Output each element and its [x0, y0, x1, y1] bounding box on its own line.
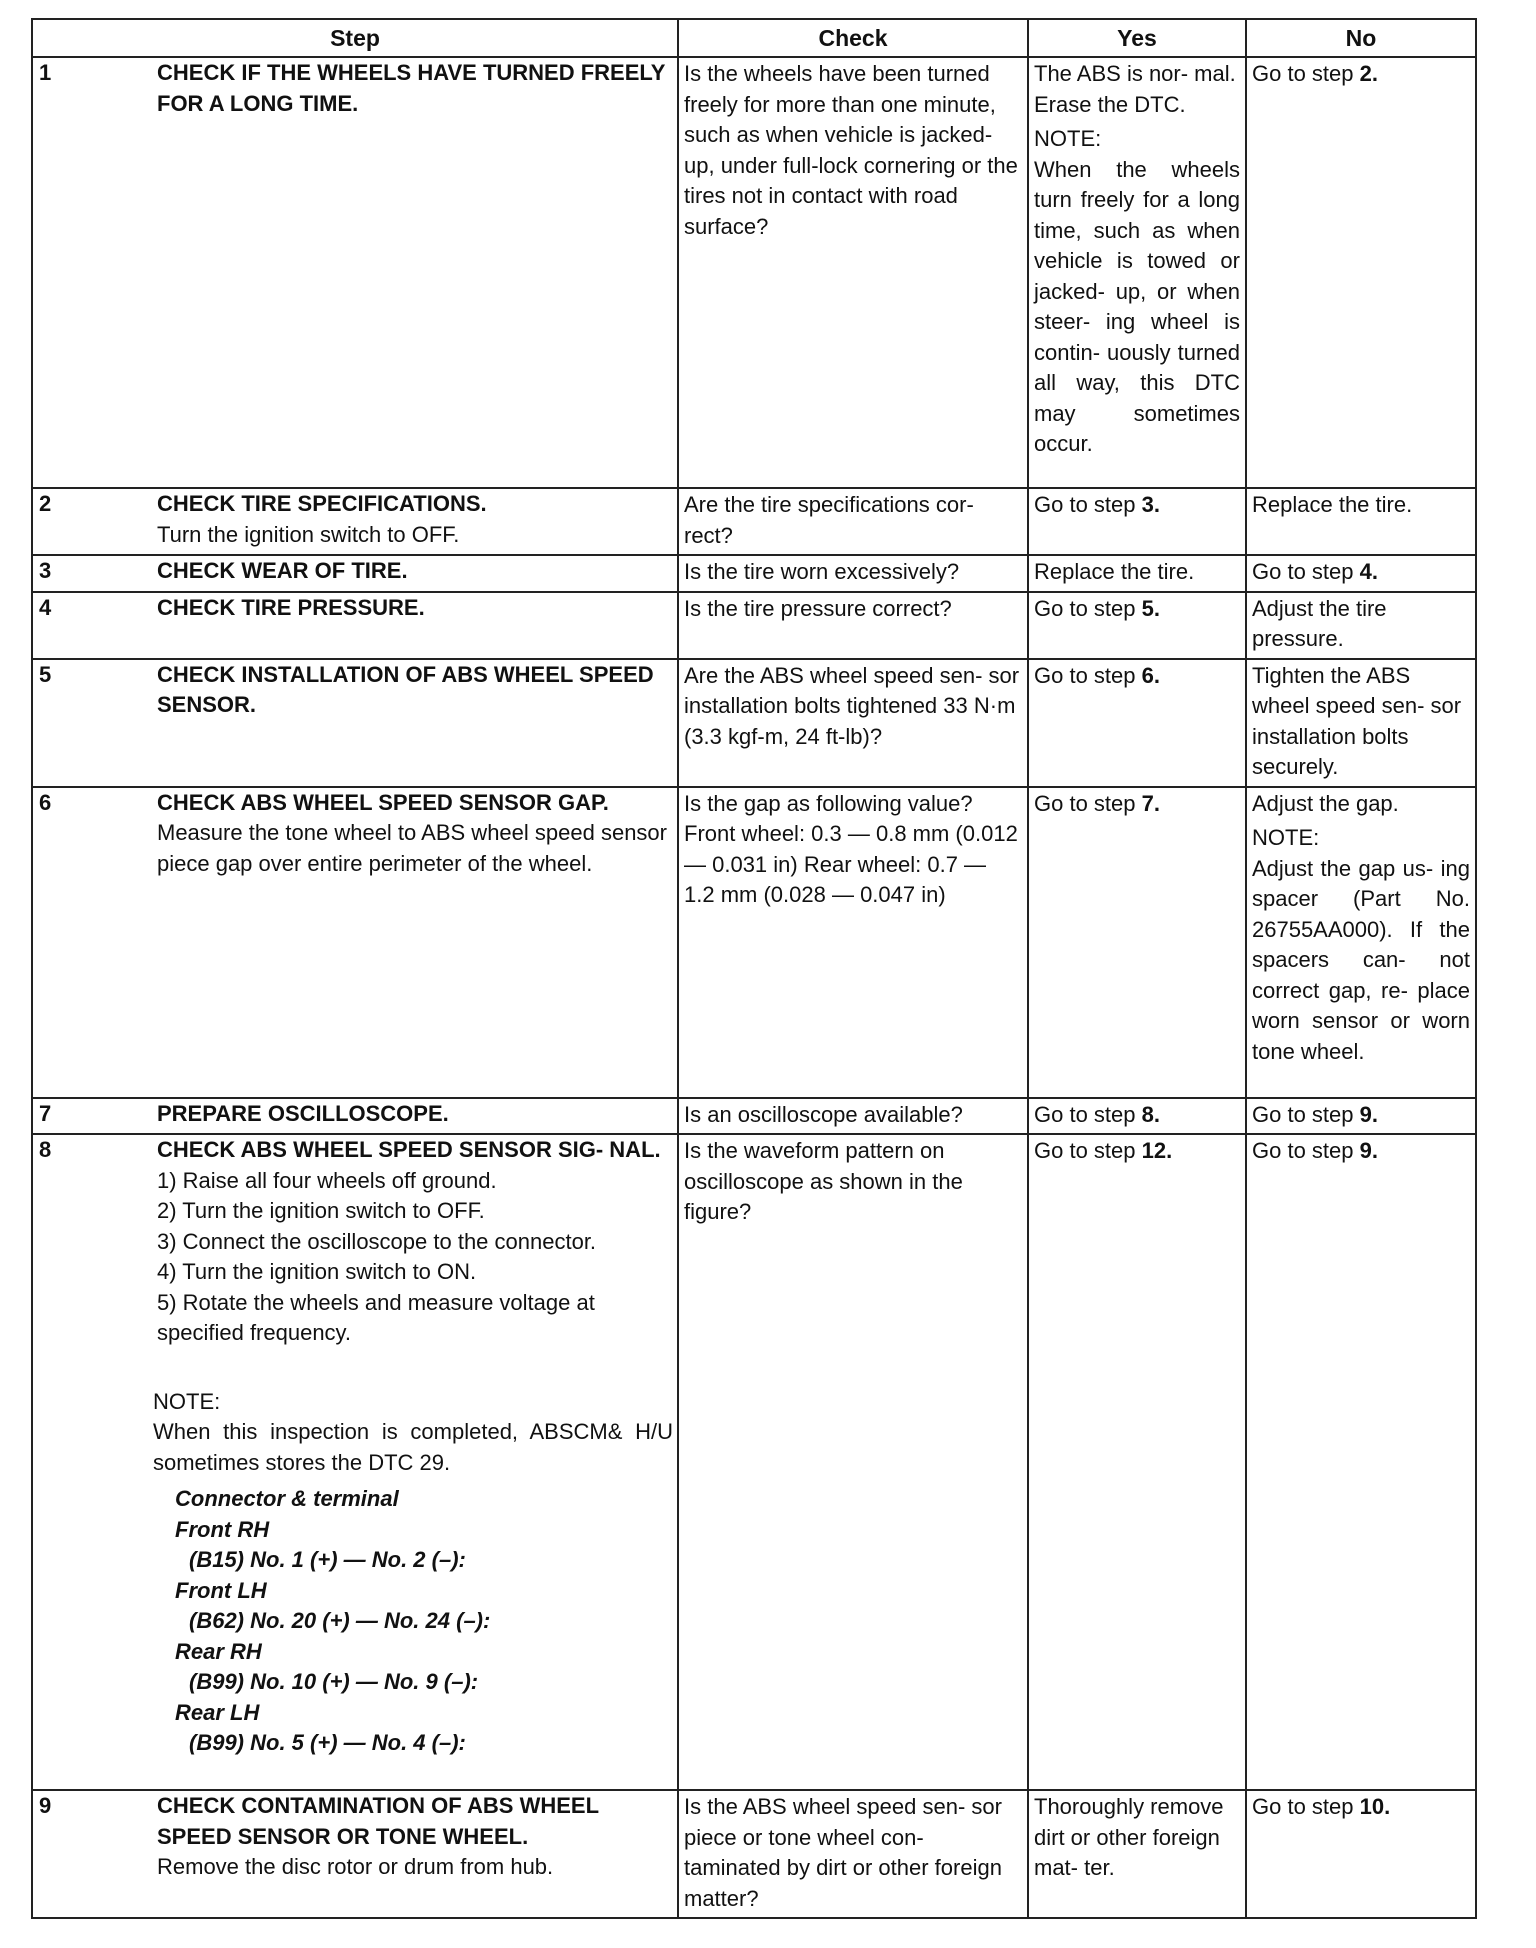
table-row — [32, 1790, 1476, 1918]
check-cell: Is the ABS wheel speed sen- sor piece or tone wheel con- taminated by dirt or other foreign matter? — [678, 1790, 1028, 1918]
goto-step: 8. — [1141, 1101, 1160, 1127]
yes-cell — [1028, 592, 1246, 659]
goto-prefix: Go to step — [1034, 1138, 1142, 1163]
yes-cell — [1028, 787, 1246, 1098]
note-text: Adjust the gap us- ing spacer (Part No. 26755AA000). If the spacers can- not correct gap, re- place worn sensor or worn tone wheel. — [1252, 855, 1470, 1064]
header-yes: Yes — [1028, 19, 1246, 57]
step-cell — [32, 488, 678, 555]
step-title: CHECK ABS WHEEL SPEED SENSOR SIG- NAL. — [157, 1137, 661, 1162]
step-title: CHECK INSTALLATION OF ABS WHEEL SPEED SENSOR. — [157, 661, 654, 717]
step-cell — [32, 592, 678, 659]
goto-prefix: Go to step — [1034, 662, 1142, 688]
note-label: NOTE: — [1252, 825, 1320, 850]
goto-step: 6. — [1141, 662, 1160, 688]
step-title: CHECK CONTAMINATION OF ABS WHEEL SPEED SENSOR OR TONE WHEEL. — [157, 1793, 599, 1849]
no-text: Adjust the gap. — [1252, 790, 1399, 816]
table-row — [32, 659, 1476, 787]
step-number: 6 — [39, 789, 52, 815]
note-text: When the wheels turn freely for a long time, such as when vehicle is towed or jacked- up, or when steer- ing wheel is contin- uously turned all way, this DTC may sometimes occur. — [1034, 156, 1240, 456]
no-cell — [1246, 1134, 1476, 1790]
connector-value: (B99) No. 10 (+) — No. 9 (–): — [189, 1669, 479, 1694]
no-cell — [1246, 1790, 1476, 1918]
connector-value: (B15) No. 1 (+) — No. 2 (–): — [189, 1547, 466, 1572]
goto-prefix: Go to step — [1252, 61, 1360, 86]
table-row — [32, 1098, 1476, 1135]
header-row — [32, 19, 1476, 57]
step-number: 4 — [39, 594, 52, 620]
header-check: Check — [678, 19, 1028, 57]
goto-prefix: Go to step — [1252, 1794, 1360, 1819]
diagnostic-table — [31, 18, 1477, 1919]
goto-prefix: Go to step — [1034, 1101, 1142, 1127]
note-text: When this inspection is completed, ABSCM& H/U sometimes stores the DTC 29. — [153, 1419, 673, 1475]
note-label: NOTE: — [1034, 126, 1102, 151]
no-cell: Tighten the ABS wheel speed sen- sor installation bolts securely. — [1246, 659, 1476, 787]
no-cell — [1246, 57, 1476, 488]
goto-prefix: Go to step — [1034, 492, 1142, 517]
yes-cell — [1028, 659, 1246, 787]
check-cell: Is the gap as following value? Front wheel: 0.3 — 0.8 mm (0.012 — 0.031 in) Rear wheel: 0.7 — 1.2 mm (0.028 — 0.047 in) — [678, 787, 1028, 1098]
connector-label: Front LH — [175, 1577, 267, 1603]
step-number: 3 — [39, 558, 52, 583]
goto-step: 9. — [1359, 1138, 1378, 1163]
table-row — [32, 592, 1476, 659]
step-number: 7 — [39, 1100, 52, 1126]
yes-text: The ABS is nor- mal. Erase the DTC. — [1034, 61, 1236, 117]
note-label: NOTE: — [153, 1388, 221, 1414]
step-cell — [32, 57, 678, 488]
step-number: 9 — [39, 1793, 52, 1818]
substep-list — [157, 1166, 673, 1349]
check-cell: Is the waveform pattern on oscilloscope as shown in the figure? — [678, 1134, 1028, 1790]
goto-prefix: Go to step — [1252, 1101, 1360, 1127]
goto-prefix: Go to step — [1252, 1138, 1360, 1163]
list-item: 3) Connect the oscilloscope to the connector. — [157, 1228, 597, 1254]
step-number: 8 — [39, 1137, 52, 1162]
goto-prefix: Go to step — [1252, 559, 1360, 584]
step-cell — [32, 659, 678, 787]
yes-cell: Replace the tire. — [1028, 555, 1246, 592]
step-cell — [32, 1134, 678, 1790]
list-item: 4) Turn the ignition switch to ON. — [157, 1259, 477, 1284]
header-no: No — [1246, 19, 1476, 57]
yes-cell — [1028, 1134, 1246, 1790]
no-cell: Replace the tire. — [1246, 488, 1476, 555]
yes-cell: Thoroughly remove dirt or other foreign mat- ter. — [1028, 1790, 1246, 1918]
table-row — [32, 57, 1476, 488]
step-cell — [32, 555, 678, 592]
table-row — [32, 555, 1476, 592]
check-cell: Are the tire specifications cor- rect? — [678, 488, 1028, 555]
yes-cell — [1028, 57, 1246, 488]
connector-spec — [157, 1484, 673, 1759]
step-description: Remove the disc rotor or drum from hub. — [157, 1854, 554, 1879]
goto-step: 3. — [1141, 492, 1160, 517]
check-cell: Is an oscilloscope available? — [678, 1098, 1028, 1135]
list-item: 1) Raise all four wheels off ground. — [157, 1167, 497, 1193]
step-description: Measure the tone wheel to ABS wheel speed sensor piece gap over entire perimeter of the wheel. — [157, 820, 667, 876]
step-note — [153, 1387, 673, 1479]
step-cell — [32, 1790, 678, 1918]
table-row — [32, 488, 1476, 555]
check-cell: Is the tire worn excessively? — [678, 555, 1028, 592]
goto-step: 7. — [1141, 790, 1160, 816]
yes-cell — [1028, 488, 1246, 555]
step-title: CHECK IF THE WHEELS HAVE TURNED FREELY FOR A LONG TIME. — [157, 60, 666, 116]
connector-label: Rear RH — [175, 1638, 262, 1664]
header-step: Step — [32, 19, 678, 57]
step-title: CHECK ABS WHEEL SPEED SENSOR GAP. — [157, 789, 609, 815]
step-number: 2 — [39, 491, 52, 516]
no-cell: Adjust the tire pressure. — [1246, 592, 1476, 659]
step-number: 5 — [39, 661, 52, 687]
yes-cell — [1028, 1098, 1246, 1135]
check-cell: Is the wheels have been turned freely for more than one minute, such as when vehicle is jacked-up, under full-lock cornering or the tires not in contact with road surface? — [678, 57, 1028, 488]
table-row — [32, 1134, 1476, 1790]
goto-prefix: Go to step — [1034, 790, 1142, 816]
goto-step: 9. — [1359, 1101, 1378, 1127]
step-title: CHECK TIRE SPECIFICATIONS. — [157, 491, 487, 516]
step-title: PREPARE OSCILLOSCOPE. — [157, 1100, 449, 1126]
no-cell — [1246, 1098, 1476, 1135]
step-number: 1 — [39, 60, 52, 85]
goto-step: 10. — [1359, 1794, 1391, 1819]
check-cell: Is the tire pressure correct? — [678, 592, 1028, 659]
connector-value: (B62) No. 20 (+) — No. 24 (–): — [189, 1608, 491, 1633]
goto-prefix: Go to step — [1034, 595, 1142, 621]
step-title: CHECK WEAR OF TIRE. — [157, 558, 408, 583]
check-cell: Are the ABS wheel speed sen- sor installation bolts tightened 33 N·m (3.3 kgf-m, 24 ft-lb)? — [678, 659, 1028, 787]
no-cell — [1246, 555, 1476, 592]
goto-step: 2. — [1359, 61, 1378, 86]
connector-label: Front RH — [175, 1516, 270, 1542]
step-cell — [32, 787, 678, 1098]
no-cell — [1246, 787, 1476, 1098]
goto-step: 4. — [1359, 559, 1378, 584]
goto-step: 12. — [1141, 1138, 1173, 1163]
connector-heading: Connector & terminal — [175, 1486, 399, 1511]
step-description: Turn the ignition switch to OFF. — [157, 521, 460, 547]
table-row — [32, 787, 1476, 1098]
step-title: CHECK TIRE PRESSURE. — [157, 594, 425, 620]
list-item: 5) Rotate the wheels and measure voltage at specified frequency. — [157, 1289, 595, 1345]
step-cell — [32, 1098, 678, 1135]
connector-label: Rear LH — [175, 1699, 260, 1725]
connector-value: (B99) No. 5 (+) — No. 4 (–): — [189, 1730, 466, 1755]
goto-step: 5. — [1141, 595, 1160, 621]
list-item: 2) Turn the ignition switch to OFF. — [157, 1198, 485, 1223]
